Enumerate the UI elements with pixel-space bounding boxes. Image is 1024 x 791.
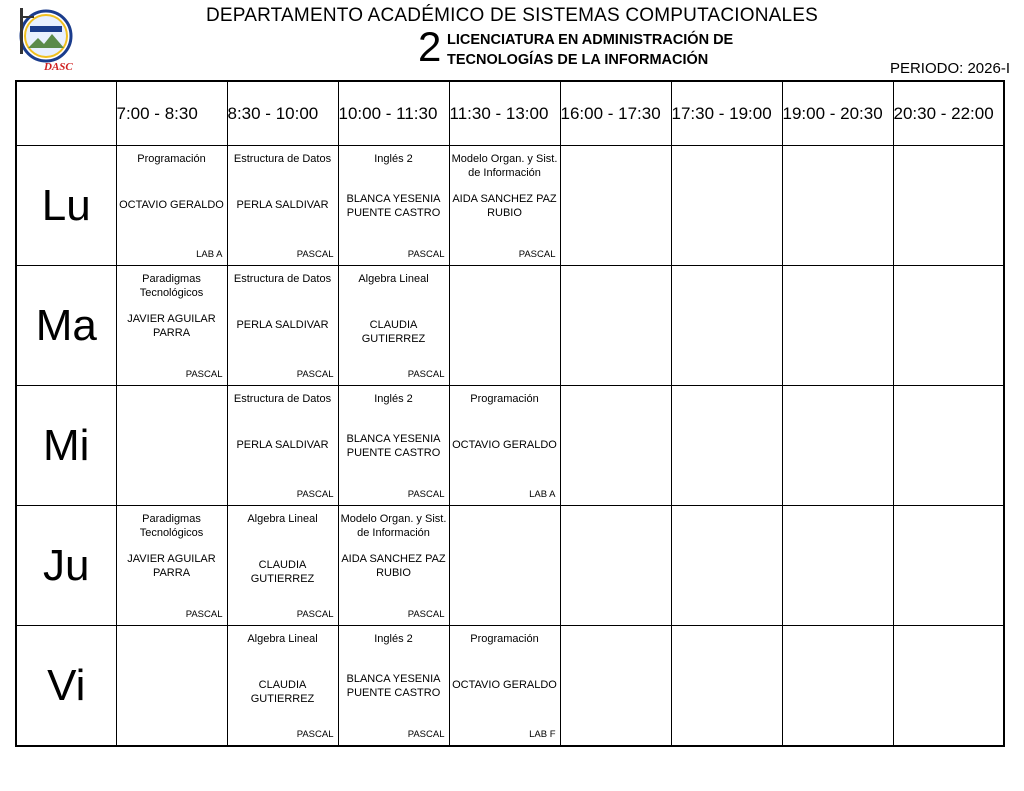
schedule-cell xyxy=(893,386,1004,506)
schedule-cell xyxy=(782,506,893,626)
day-row xyxy=(16,146,1004,266)
schedule-cell xyxy=(227,506,338,626)
department-title: DEPARTAMENTO ACADÉMICO DE SISTEMAS COMPUTACIONALES xyxy=(205,5,819,26)
professor-name: CLAUDIA GUTIERREZ xyxy=(250,559,315,585)
schedule-cell xyxy=(560,626,671,747)
room-label: PASCAL xyxy=(407,489,445,500)
schedule-cell xyxy=(116,266,227,386)
schedule-cell xyxy=(449,506,560,626)
day-label: Lu xyxy=(16,146,116,266)
schedule-cell xyxy=(116,506,227,626)
professor-name: AIDA SANCHEZ PAZ RUBIO xyxy=(452,193,557,219)
schedule-cell xyxy=(893,146,1004,266)
career-line-1: LICENCIATURA EN ADMINISTRACIÓN DE xyxy=(447,32,734,48)
professor-name: CLAUDIA GUTIERREZ xyxy=(250,679,315,705)
schedule-cell xyxy=(782,386,893,506)
semester-number: 2 xyxy=(418,23,442,70)
room-label: PASCAL xyxy=(296,489,334,500)
room-label: PASCAL xyxy=(185,369,223,380)
schedule-cell xyxy=(893,626,1004,747)
schedule-cell xyxy=(671,626,782,747)
schedule-cell xyxy=(782,626,893,747)
subject-name: Estructura de Datos xyxy=(233,393,332,405)
subject-name: Programación xyxy=(470,633,539,645)
career-line-2: TECNOLOGÍAS DE LA INFORMACIÓN xyxy=(447,52,709,68)
subject-name: Inglés 2 xyxy=(374,633,413,645)
room-label: PASCAL xyxy=(407,609,445,620)
time-header-row xyxy=(16,81,1004,146)
schedule-cell xyxy=(449,266,560,386)
subject-name: Programación xyxy=(137,153,206,165)
day-label: Ju xyxy=(16,506,116,626)
schedule-cell xyxy=(449,626,560,747)
schedule-cell xyxy=(671,386,782,506)
room-label: LAB A xyxy=(196,249,223,260)
schedule-cell xyxy=(227,146,338,266)
schedule-cell xyxy=(116,146,227,266)
day-row xyxy=(16,506,1004,626)
time-slot-header: 10:00 - 11:30 xyxy=(338,81,449,146)
room-label: PASCAL xyxy=(407,249,445,260)
career-title xyxy=(447,30,733,70)
schedule-cell xyxy=(560,506,671,626)
professor-name: AIDA SANCHEZ PAZ RUBIO xyxy=(341,553,446,579)
subject-name: Estructura de Datos xyxy=(233,273,332,285)
professor-name: PERLA SALDIVAR xyxy=(236,199,329,211)
room-label: PASCAL xyxy=(296,369,334,380)
room-label: PASCAL xyxy=(185,609,223,620)
professor-name: PERLA SALDIVAR xyxy=(236,319,329,331)
time-slot-header: 19:00 - 20:30 xyxy=(782,81,893,146)
subject-name: Paradigmas Tecnológicos xyxy=(139,513,204,539)
schedule-cell xyxy=(338,266,449,386)
schedule-cell xyxy=(560,266,671,386)
schedule-cell xyxy=(116,626,227,747)
schedule-cell xyxy=(338,146,449,266)
schedule-cell xyxy=(671,506,782,626)
room-label: PASCAL xyxy=(296,249,334,260)
schedule-cell xyxy=(449,386,560,506)
day-row xyxy=(16,266,1004,386)
subject-name: Inglés 2 xyxy=(374,153,413,165)
schedule-cell xyxy=(560,386,671,506)
professor-name: OCTAVIO GERALDO xyxy=(119,199,224,211)
subject-name: Modelo Organ. y Sist. de Información xyxy=(340,513,447,539)
subject-name: Paradigmas Tecnológicos xyxy=(139,273,204,299)
room-label: PASCAL xyxy=(518,249,556,260)
schedule-cell xyxy=(782,146,893,266)
time-slot-header: 17:30 - 19:00 xyxy=(671,81,782,146)
professor-name: BLANCA YESENIA PUENTE CASTRO xyxy=(346,193,441,219)
subject-name: Inglés 2 xyxy=(374,393,413,405)
subject-name: Estructura de Datos xyxy=(233,153,332,165)
subject-name: Programación xyxy=(470,393,539,405)
room-label: PASCAL xyxy=(407,729,445,740)
time-slot-header: 8:30 - 10:00 xyxy=(227,81,338,146)
subject-name: Algebra Lineal xyxy=(247,513,318,525)
time-slot-header: 7:00 - 8:30 xyxy=(116,81,227,146)
time-slot-header: 20:30 - 22:00 xyxy=(893,81,1004,146)
time-slot-header: 16:00 - 17:30 xyxy=(560,81,671,146)
schedule-cell xyxy=(116,386,227,506)
professor-name: OCTAVIO GERALDO xyxy=(452,679,557,691)
schedule-cell xyxy=(338,386,449,506)
schedule-cell xyxy=(671,146,782,266)
time-slot-header: 11:30 - 13:00 xyxy=(449,81,560,146)
subject-name: Algebra Lineal xyxy=(247,633,318,645)
professor-name: JAVIER AGUILAR PARRA xyxy=(127,313,216,339)
schedule-cell xyxy=(560,146,671,266)
schedule-cell xyxy=(338,506,449,626)
professor-name: PERLA SALDIVAR xyxy=(236,439,329,451)
professor-name: BLANCA YESENIA PUENTE CASTRO xyxy=(346,673,441,699)
professor-name: CLAUDIA GUTIERREZ xyxy=(361,319,426,345)
schedule-cell xyxy=(671,266,782,386)
period-label: PERIODO: 2026-I xyxy=(889,60,1010,77)
professor-name: OCTAVIO GERALDO xyxy=(452,439,557,451)
schedule-cell xyxy=(338,626,449,747)
schedule-cell xyxy=(227,266,338,386)
schedule-cell xyxy=(227,626,338,747)
day-label: Vi xyxy=(16,626,116,747)
schedule-cell xyxy=(449,146,560,266)
subject-name: Modelo Organ. y Sist. de Información xyxy=(451,153,558,179)
schedule-cell xyxy=(227,386,338,506)
day-label: Ma xyxy=(16,266,116,386)
day-label: Mi xyxy=(16,386,116,506)
svg-text:DASC: DASC xyxy=(44,61,73,73)
schedule-table xyxy=(15,80,1005,747)
day-row xyxy=(16,386,1004,506)
room-label: PASCAL xyxy=(296,609,334,620)
room-label: LAB A xyxy=(529,489,556,500)
professor-name: JAVIER AGUILAR PARRA xyxy=(127,553,216,579)
schedule-cell xyxy=(893,266,1004,386)
subject-name: Algebra Lineal xyxy=(358,273,429,285)
day-row xyxy=(16,626,1004,747)
schedule-cell xyxy=(893,506,1004,626)
room-label: PASCAL xyxy=(407,369,445,380)
professor-name: BLANCA YESENIA PUENTE CASTRO xyxy=(346,433,441,459)
room-label: LAB F xyxy=(529,729,556,740)
corner-cell xyxy=(16,81,116,146)
room-label: PASCAL xyxy=(296,729,334,740)
schedule-cell xyxy=(782,266,893,386)
